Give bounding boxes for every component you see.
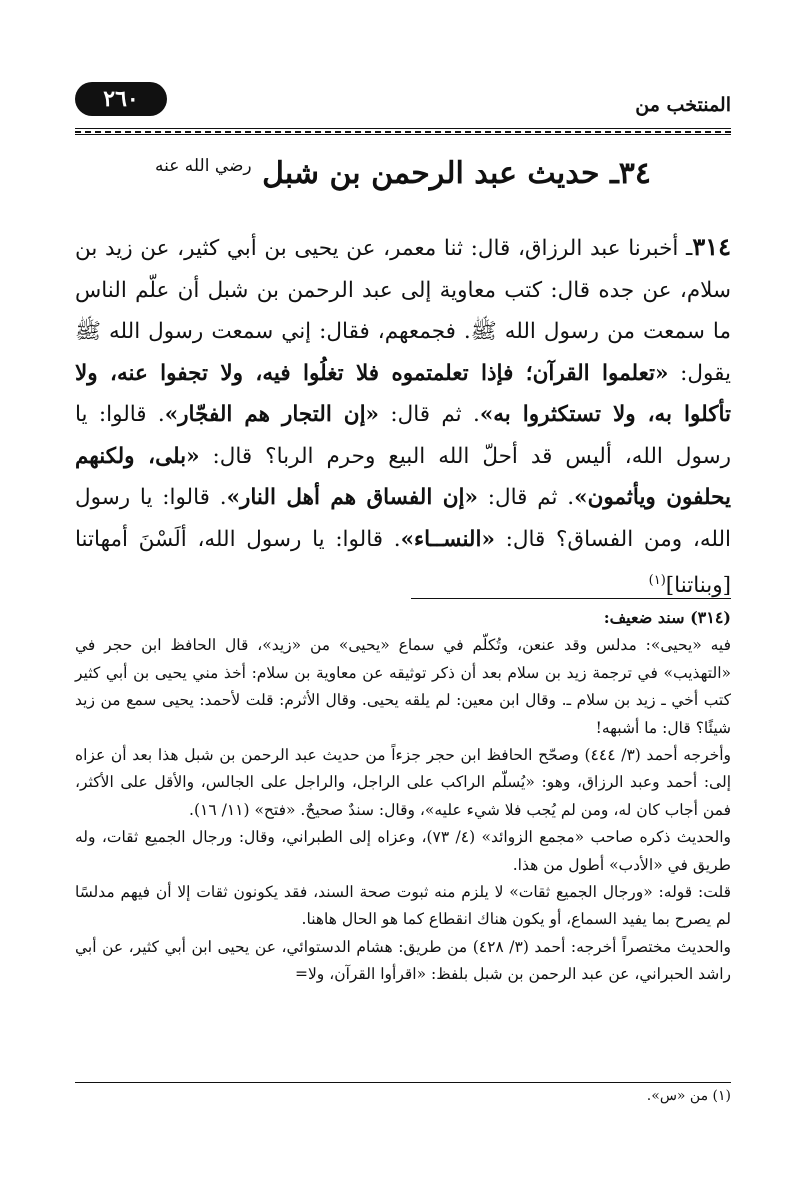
hadith-segment: ـ أخبرنا عبد الرزاق، قال: ثنا معمر، عن يحيى بن أبي كثير، عن زيد بن سلام، عن جده قال: كتب معاوية إلى عبد الرحمن بن شبل أن علّم الناس ما سمعت من رسول الله ﷺ. فجمعهم، فقال: إني سمعت رسول الله ﷺ يقول: <box>75 236 731 386</box>
hadith-quote: «إن الفساق هم أهل النار» <box>226 485 478 510</box>
commentary-heading: (٣١٤) سند ضعيف: <box>603 608 731 627</box>
honorific-glyph: رضي الله عنه <box>154 156 252 176</box>
hadith-quote: «تعلموا القرآن؛ فإذا تعلمتموه فلا تغلُوا فيه، ولا تجفوا عنه، ولا تأكلوا به، ولا تستكثروا به» <box>75 360 731 427</box>
hadith-quote: «النســاء» <box>400 526 495 552</box>
header-divider <box>75 128 731 135</box>
notes-divider <box>411 598 731 599</box>
chapter-title <box>75 156 731 191</box>
footnote-divider <box>75 1082 731 1083</box>
hadith-segment: . قالوا: يا رسول الله، ومن الفساق؟ قال: <box>75 485 731 552</box>
hadith-segment: . ثم قال: <box>477 485 575 510</box>
commentary-paragraph: فيه «يحيى»: مدلس وقد عنعن، وتُكلّم في سماع «يحيى» من «زيد»، قال الحافظ ابن حجر في «التهذيب» في ترجمة زيد بن سلام بعد أن ذكر توثيقه عن معاوية بن سلام: أخذ مني يحيى بن أبي كثير كتب أخي ـ زيد بن سلام ـ. وقال ابن معين: لم يلقه يحيى. وقال الأثرم: قلت لأحمد: يحيى سمع من زيد شيئًا؟ قال: ما أشبهه! <box>75 636 731 737</box>
hadith-segment: . قالوا: يا رسول الله، ألَسْنَ أمهاتنا [وبناتنا] <box>75 526 731 599</box>
footnote: (١) من «س». <box>646 1088 731 1104</box>
footnote-marker: (١) <box>648 573 666 588</box>
commentary-paragraph: قلت: قوله: «ورجال الجميع ثقات» لا يلزم منه ثبوت صحة السند، فقد يكونون ثقات إلا أن فيهم مدلسًا لم يصرح بما يفيد السماع، أو يكون هناك انقطاع كما هو الحال هاهنا. <box>75 883 731 929</box>
hadith-quote: «بلى، ولكنهم يحلفون ويأثمون» <box>75 443 731 510</box>
hadith-segment: . قالوا: يا رسول الله، أليس قد أحلّ الله البيع وحرم الربا؟ قال: <box>75 402 732 469</box>
chapter-title-text: ٣٤ـ حديث عبد الرحمن بن شبل <box>262 156 651 191</box>
commentary-paragraph: والحديث مختصراً أخرجه: أحمد (٣/ ٤٢٨) من طريق: هشام الدستوائي، عن يحيى ابن أبي كثير، عن أبي راشد الحبراني، عن عبد الرحمن بن شبل بلفظ: «اقرأوا القرآن، ولا= <box>75 937 731 984</box>
hadith-number: ٣١٤ <box>692 232 731 261</box>
running-title: المنتخب من <box>635 94 731 116</box>
hadith-segment: . ثم قال: <box>379 402 480 427</box>
commentary-paragraph: والحديث ذكره صاحب «مجمع الزوائد» (٤/ ٧٣)، وعزاه إلى الطبراني، وقال: ورجال الجميع ثقات، وله طريق في «الأدب» أطول من هذا. <box>75 828 731 874</box>
page-header <box>75 78 731 130</box>
hadith-text <box>75 226 731 607</box>
page-number-badge: ٢٦٠ <box>75 82 167 116</box>
commentary-paragraph: وأخرجه أحمد (٣/ ٤٤٤) وصحّح الحافظ ابن حجر جزءاً من حديث عبد الرحمن بن شبل هذا بعد أن عزاه إلى: أحمد وعبد الرزاق، وهو: «يُسلّم الراكب على الراجل، والراجل على الجالس، والأقل على الأكثر، فمن أجاب كان له، ومن لم يُجب فلا شيء عليه»، وقال: سندٌ صحيحٌ. «فتح» (١١/ ١٦). <box>75 746 732 819</box>
hadith-quote: «إن التجار هم الفجّار» <box>164 402 379 427</box>
commentary <box>75 604 731 989</box>
